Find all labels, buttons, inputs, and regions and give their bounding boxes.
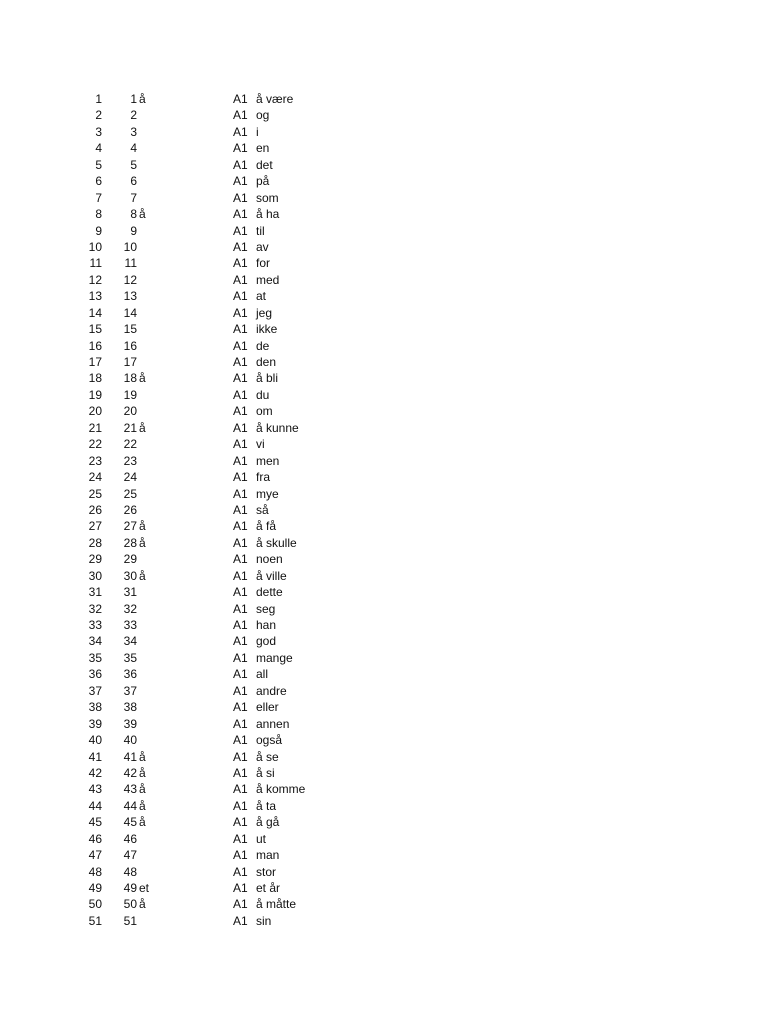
level-cell: A1 xyxy=(233,618,248,632)
rank-cell: 23 xyxy=(123,453,137,468)
level-cell: A1 xyxy=(233,141,248,156)
row-index-cell: 19 xyxy=(88,387,102,402)
row-index-cell: 39 xyxy=(88,716,102,731)
rank-cell: 35 xyxy=(123,650,137,665)
row-index-cell: 48 xyxy=(88,864,102,879)
word-cell: om xyxy=(256,404,273,419)
level-cell: A1 xyxy=(233,124,248,139)
table-row xyxy=(0,798,768,814)
row-index-cell: 34 xyxy=(88,634,102,649)
prefix-cell: å xyxy=(139,782,146,797)
table-row xyxy=(0,338,768,354)
rank-cell: 26 xyxy=(123,502,137,517)
word-cell: et år xyxy=(256,881,281,895)
table-row xyxy=(0,814,768,830)
word-cell: av xyxy=(256,239,269,254)
table-row xyxy=(0,239,768,255)
table-row xyxy=(0,749,768,765)
table-row xyxy=(0,124,768,140)
table-row xyxy=(0,173,768,189)
word-cell: å komme xyxy=(256,782,306,797)
table-row xyxy=(0,157,768,173)
table-row xyxy=(0,140,768,156)
rank-cell: 27 xyxy=(123,519,137,534)
level-cell: A1 xyxy=(233,420,248,435)
word-cell: vi xyxy=(256,437,265,452)
table-row xyxy=(0,864,768,880)
level-cell: A1 xyxy=(233,634,248,649)
table-row xyxy=(0,190,768,206)
prefix-cell: et xyxy=(139,881,150,895)
row-index-cell: 36 xyxy=(88,667,102,682)
rank-cell: 49 xyxy=(123,881,137,895)
rank-cell: 20 xyxy=(123,404,137,419)
row-index-cell: 13 xyxy=(88,289,102,304)
table-row xyxy=(0,699,768,715)
level-cell: A1 xyxy=(233,453,248,468)
rank-cell: 12 xyxy=(123,272,137,287)
word-cell: i xyxy=(256,124,259,139)
table-row xyxy=(0,518,768,534)
rank-cell: 38 xyxy=(123,700,137,715)
word-cell: og xyxy=(256,108,270,123)
rank-cell: 42 xyxy=(123,765,137,780)
table-row xyxy=(0,453,768,469)
table-row xyxy=(0,436,768,452)
rank-cell: 43 xyxy=(123,782,137,797)
level-cell: A1 xyxy=(233,765,248,780)
word-cell: å være xyxy=(256,92,294,106)
table-row xyxy=(0,633,768,649)
level-cell: A1 xyxy=(233,502,248,517)
row-index-cell: 4 xyxy=(95,141,102,156)
rank-cell: 50 xyxy=(123,897,137,912)
rank-cell: 18 xyxy=(123,371,137,386)
word-cell: å bli xyxy=(256,371,279,386)
row-index-cell: 43 xyxy=(88,782,102,797)
rank-cell: 1 xyxy=(130,92,137,106)
row-index-cell: 45 xyxy=(88,815,102,830)
rank-cell: 48 xyxy=(123,864,137,879)
word-cell: med xyxy=(256,272,280,287)
prefix-cell: å xyxy=(139,519,146,534)
table-row xyxy=(0,469,768,485)
word-cell: eller xyxy=(256,700,279,715)
rank-cell: 28 xyxy=(123,535,137,550)
level-cell: A1 xyxy=(233,190,248,205)
table-row xyxy=(0,206,768,222)
row-index-cell: 40 xyxy=(88,733,102,748)
table-row xyxy=(0,486,768,502)
level-cell: A1 xyxy=(233,157,248,172)
table-row xyxy=(0,847,768,863)
row-index-cell: 8 xyxy=(95,207,102,222)
table-row xyxy=(0,107,768,123)
table-row xyxy=(0,420,768,436)
rank-cell: 39 xyxy=(123,716,137,731)
word-cell: fra xyxy=(256,470,271,485)
row-index-cell: 23 xyxy=(88,453,102,468)
row-index-cell: 21 xyxy=(88,420,102,435)
table-row xyxy=(0,683,768,699)
row-index-cell: 50 xyxy=(88,897,102,912)
rank-cell: 14 xyxy=(123,305,137,320)
level-cell: A1 xyxy=(233,486,248,501)
table-row xyxy=(0,617,768,633)
word-cell: det xyxy=(256,157,273,172)
level-cell: A1 xyxy=(233,864,248,879)
prefix-cell: å xyxy=(139,798,146,813)
word-cell: men xyxy=(256,453,280,468)
word-cell: jeg xyxy=(256,305,273,320)
table-row xyxy=(0,584,768,600)
level-cell: A1 xyxy=(233,535,248,550)
table-row xyxy=(0,91,768,107)
row-index-cell: 2 xyxy=(95,108,102,123)
rank-cell: 17 xyxy=(123,355,137,369)
rank-cell: 13 xyxy=(123,289,137,304)
row-index-cell: 18 xyxy=(88,371,102,386)
level-cell: A1 xyxy=(233,305,248,320)
rank-cell: 32 xyxy=(123,601,137,616)
row-index-cell: 41 xyxy=(88,749,102,764)
rank-cell: 46 xyxy=(123,831,137,846)
prefix-cell: å xyxy=(139,92,146,106)
rank-cell: 22 xyxy=(123,437,137,452)
row-index-cell: 31 xyxy=(88,585,102,600)
row-index-cell: 33 xyxy=(88,618,102,632)
rank-cell: 29 xyxy=(123,552,137,567)
word-cell: å gå xyxy=(256,815,280,830)
level-cell: A1 xyxy=(233,387,248,402)
row-index-cell: 12 xyxy=(88,272,102,287)
row-index-cell: 9 xyxy=(95,223,102,238)
level-cell: A1 xyxy=(233,798,248,813)
rank-cell: 40 xyxy=(123,733,137,748)
rank-cell: 11 xyxy=(124,256,137,271)
prefix-cell: å xyxy=(139,815,146,830)
prefix-cell: å xyxy=(139,897,146,912)
word-cell: for xyxy=(256,256,271,271)
row-index-cell: 14 xyxy=(88,305,102,320)
rank-cell: 16 xyxy=(123,338,137,353)
rank-cell: 24 xyxy=(123,470,137,485)
word-cell: du xyxy=(256,387,270,402)
rank-cell: 5 xyxy=(130,157,137,172)
rank-cell: 45 xyxy=(123,815,137,830)
rank-cell: 36 xyxy=(123,667,137,682)
word-cell: på xyxy=(256,174,270,189)
level-cell: A1 xyxy=(233,223,248,238)
row-index-cell: 17 xyxy=(88,355,102,369)
prefix-cell: å xyxy=(139,420,146,435)
table-row xyxy=(0,502,768,518)
level-cell: A1 xyxy=(233,338,248,353)
table-row xyxy=(0,896,768,912)
word-cell: den xyxy=(256,355,277,369)
level-cell: A1 xyxy=(233,897,248,912)
rank-cell: 34 xyxy=(123,634,137,649)
level-cell: A1 xyxy=(233,815,248,830)
table-row xyxy=(0,305,768,321)
table-row xyxy=(0,601,768,617)
rank-cell: 41 xyxy=(123,749,137,764)
level-cell: A1 xyxy=(233,371,248,386)
word-cell: noen xyxy=(256,552,283,567)
level-cell: A1 xyxy=(233,881,248,895)
level-cell: A1 xyxy=(233,650,248,665)
level-cell: A1 xyxy=(233,716,248,731)
rank-cell: 25 xyxy=(123,486,137,501)
word-cell: stor xyxy=(256,864,277,879)
row-index-cell: 32 xyxy=(88,601,102,616)
word-cell: å måtte xyxy=(256,897,297,912)
word-cell: å få xyxy=(256,519,277,534)
table-row xyxy=(0,666,768,682)
row-index-cell: 5 xyxy=(95,157,102,172)
rank-cell: 31 xyxy=(123,585,137,600)
word-cell: å se xyxy=(256,749,279,764)
rank-cell: 4 xyxy=(130,141,137,156)
rank-cell: 6 xyxy=(130,174,137,189)
rank-cell: 33 xyxy=(123,618,137,632)
table-row xyxy=(0,354,768,370)
row-index-cell: 37 xyxy=(88,683,102,698)
level-cell: A1 xyxy=(233,749,248,764)
row-index-cell: 51 xyxy=(88,913,102,928)
row-index-cell: 25 xyxy=(88,486,102,501)
row-index-cell: 42 xyxy=(88,765,102,780)
word-cell: man xyxy=(256,848,280,863)
rank-cell: 21 xyxy=(123,420,137,435)
row-index-cell: 35 xyxy=(88,650,102,665)
row-index-cell: 38 xyxy=(88,700,102,715)
word-cell: andre xyxy=(256,683,287,698)
word-cell: å ta xyxy=(256,798,277,813)
row-index-cell: 28 xyxy=(88,535,102,550)
row-index-cell: 46 xyxy=(88,831,102,846)
level-cell: A1 xyxy=(233,913,248,928)
table-row xyxy=(0,732,768,748)
table-row xyxy=(0,272,768,288)
row-index-cell: 22 xyxy=(88,437,102,452)
word-cell: å kunne xyxy=(256,420,299,435)
word-cell: å ville xyxy=(256,568,287,583)
level-cell: A1 xyxy=(233,585,248,600)
level-cell: A1 xyxy=(233,683,248,698)
rank-cell: 15 xyxy=(123,322,137,337)
word-frequency-table xyxy=(0,91,768,929)
table-row xyxy=(0,387,768,403)
row-index-cell: 24 xyxy=(88,470,102,485)
row-index-cell: 49 xyxy=(88,881,102,895)
table-row xyxy=(0,568,768,584)
level-cell: A1 xyxy=(233,437,248,452)
word-cell: mange xyxy=(256,650,293,665)
level-cell: A1 xyxy=(233,355,248,369)
rank-cell: 19 xyxy=(123,387,137,402)
row-index-cell: 30 xyxy=(88,568,102,583)
rank-cell: 37 xyxy=(123,683,137,698)
word-cell: all xyxy=(256,667,269,682)
table-row xyxy=(0,831,768,847)
rank-cell: 8 xyxy=(130,207,137,222)
level-cell: A1 xyxy=(233,470,248,485)
table-row xyxy=(0,321,768,337)
table-row xyxy=(0,551,768,567)
prefix-cell: å xyxy=(139,765,146,780)
word-cell: til xyxy=(256,223,265,238)
word-cell: dette xyxy=(256,585,283,600)
prefix-cell: å xyxy=(139,207,146,222)
rank-cell: 3 xyxy=(130,124,137,139)
word-cell: ikke xyxy=(256,322,278,337)
table-row xyxy=(0,255,768,271)
word-cell: mye xyxy=(256,486,279,501)
rank-cell: 47 xyxy=(123,848,137,863)
rank-cell: 51 xyxy=(123,913,137,928)
row-index-cell: 44 xyxy=(88,798,102,813)
row-index-cell: 26 xyxy=(88,502,102,517)
word-cell: å skulle xyxy=(256,535,297,550)
level-cell: A1 xyxy=(233,92,248,106)
word-cell: også xyxy=(256,733,283,748)
level-cell: A1 xyxy=(233,782,248,797)
row-index-cell: 6 xyxy=(95,174,102,189)
row-index-cell: 16 xyxy=(88,338,102,353)
level-cell: A1 xyxy=(233,174,248,189)
level-cell: A1 xyxy=(233,108,248,123)
word-cell: annen xyxy=(256,716,290,731)
row-index-cell: 10 xyxy=(88,239,102,254)
prefix-cell: å xyxy=(139,749,146,764)
row-index-cell: 7 xyxy=(95,190,102,205)
table-row xyxy=(0,370,768,386)
word-cell: en xyxy=(256,141,270,156)
rank-cell: 44 xyxy=(123,798,137,813)
prefix-cell: å xyxy=(139,371,146,386)
row-index-cell: 11 xyxy=(89,256,102,271)
word-cell: sin xyxy=(256,913,272,928)
table-row xyxy=(0,716,768,732)
prefix-cell: å xyxy=(139,535,146,550)
level-cell: A1 xyxy=(233,667,248,682)
level-cell: A1 xyxy=(233,239,248,254)
row-index-cell: 27 xyxy=(88,519,102,534)
level-cell: A1 xyxy=(233,831,248,846)
level-cell: A1 xyxy=(233,207,248,222)
level-cell: A1 xyxy=(233,519,248,534)
table-row xyxy=(0,781,768,797)
level-cell: A1 xyxy=(233,289,248,304)
word-cell: å ha xyxy=(256,207,280,222)
level-cell: A1 xyxy=(233,322,248,337)
table-row xyxy=(0,288,768,304)
table-row xyxy=(0,223,768,239)
table-row xyxy=(0,913,768,929)
level-cell: A1 xyxy=(233,552,248,567)
rank-cell: 10 xyxy=(123,239,137,254)
level-cell: A1 xyxy=(233,272,248,287)
word-cell: så xyxy=(256,502,269,517)
word-cell: seg xyxy=(256,601,276,616)
row-index-cell: 1 xyxy=(95,92,102,106)
word-cell: ut xyxy=(256,831,267,846)
level-cell: A1 xyxy=(233,601,248,616)
word-cell: som xyxy=(256,190,279,205)
table-row xyxy=(0,765,768,781)
level-cell: A1 xyxy=(233,848,248,863)
table-row xyxy=(0,650,768,666)
row-index-cell: 47 xyxy=(88,848,102,863)
row-index-cell: 20 xyxy=(88,404,102,419)
prefix-cell: å xyxy=(139,568,146,583)
table-row xyxy=(0,403,768,419)
level-cell: A1 xyxy=(233,700,248,715)
rank-cell: 2 xyxy=(130,108,137,123)
row-index-cell: 3 xyxy=(95,124,102,139)
row-index-cell: 29 xyxy=(88,552,102,567)
table-row xyxy=(0,880,768,896)
rank-cell: 7 xyxy=(130,190,137,205)
word-cell: å si xyxy=(256,765,275,780)
level-cell: A1 xyxy=(233,404,248,419)
rank-cell: 30 xyxy=(123,568,137,583)
level-cell: A1 xyxy=(233,256,248,271)
rank-cell: 9 xyxy=(130,223,137,238)
level-cell: A1 xyxy=(233,733,248,748)
word-cell: god xyxy=(256,634,277,649)
table-row xyxy=(0,535,768,551)
word-cell: de xyxy=(256,338,270,353)
row-index-cell: 15 xyxy=(88,322,102,337)
word-cell: han xyxy=(256,618,277,632)
word-cell: at xyxy=(256,289,267,304)
level-cell: A1 xyxy=(233,568,248,583)
